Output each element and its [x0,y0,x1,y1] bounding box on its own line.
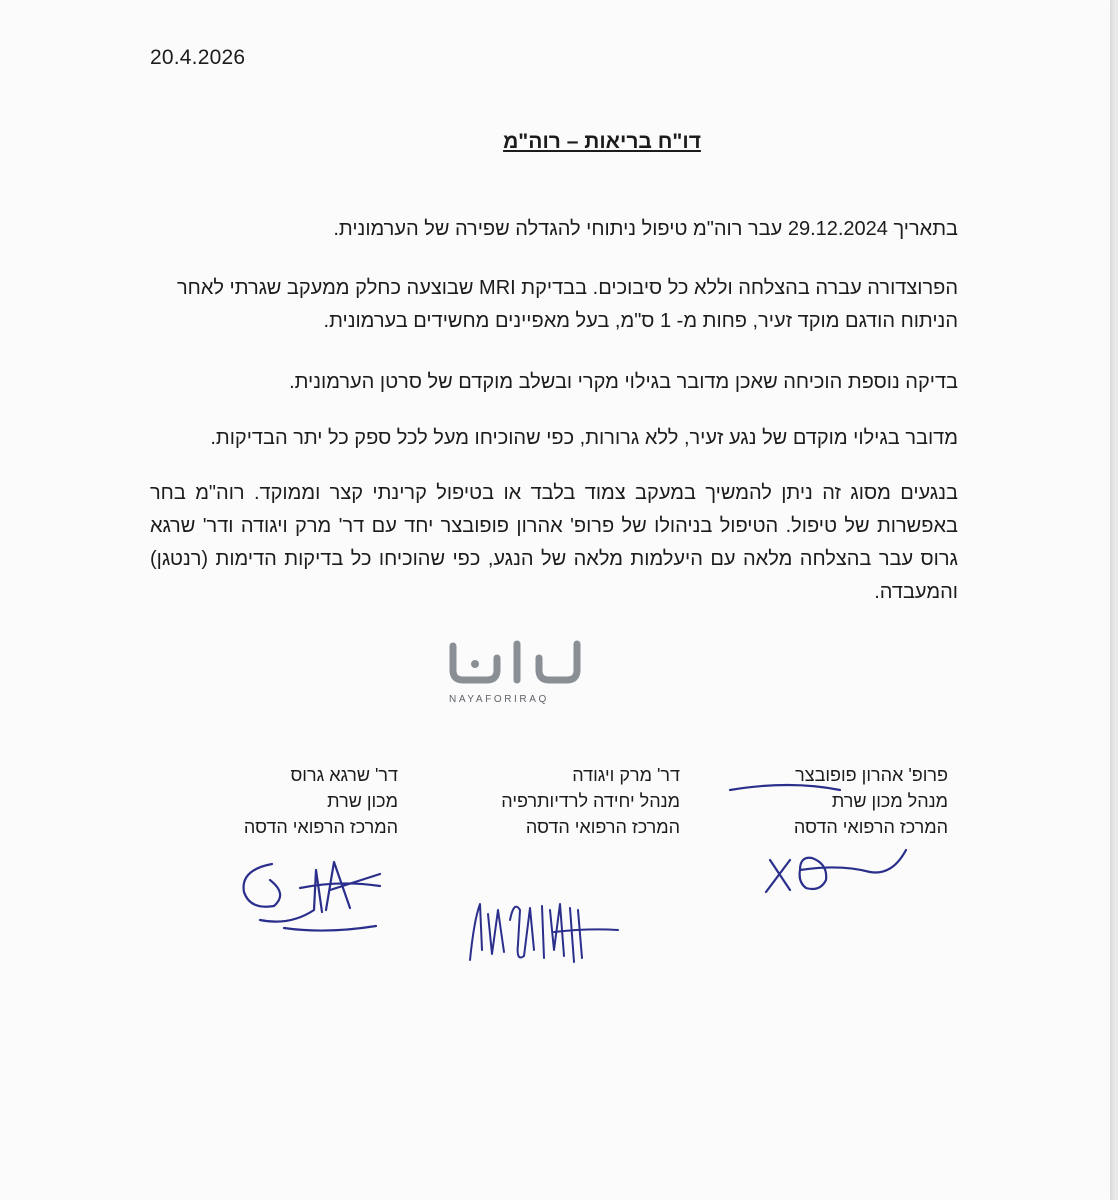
watermark-brand-text: NAYAFORIRAQ [449,694,549,705]
signatory-institution: המרכז הרפואי הדסה [243,817,398,837]
paragraph-early-detection: מדובר בגילוי מוקדם של נגע זעיר, ללא גרורות, כפי שהוכיחו מעל לכל ספק כל יתר הבדיקות. [210,427,958,449]
watermark-logo-mark [447,636,607,716]
signatory-name: פרופ' אהרון פופובצר [795,765,948,785]
letter-date: 20.4.2026 [150,46,246,69]
paragraph-surgery: בתאריך 29.12.2024 עבר רוה"מ טיפול ניתוחי להגדלה שפירה של הערמונית. [333,218,958,240]
signatory-institution: המרכז הרפואי הדסה [525,817,680,837]
paragraph-treatment: בנגעים מסוג זה ניתן להמשיך במעקב צמוד בלבד או בטיפול קרינתי קצר וממוקד. רוה"מ בחר באפשרות של טיפול. הטיפול בניהולו של פרופ' אהרון פופובצר יחד עם דר' מרק ויגודה ודר' שרגא גרוס עבר בהצלחה מלאה עם היעלמות מלאה של הנגע, כפי שהוכיחו כל בדיקות הדימות (רנטגן) והמעבדה. [150,482,958,603]
signature-wygoda [458,880,638,980]
paragraph-diagnosis: בדיקה נוספת הוכיחה שאכן מדובר בגילוי מקרי ובשלב מוקדם של סרטן הערמונית. [289,371,958,393]
signatory-gross [228,762,398,840]
paragraph-mri: הפרוצדורה עברה בהצלחה וללא כל סיבוכים. בבדיקת MRI שבוצעה כחלק ממעקב שגרתי לאחר הניתוח הודגם מוקד זעיר, פחות מ- 1 ס"מ, בעל מאפיינים מחשידים בערמונית. [176,277,958,332]
signatory-title: מנהל יחידה לרדיותרפיה [501,791,680,811]
signatory-wygoda [456,762,680,840]
watermark-logo [447,636,607,716]
signatory-name: דר' מרק ויגודה [572,765,680,785]
signatory-title: מכון שרת [327,791,398,811]
signature-gross [230,850,400,940]
signatory-name: דר' שרגא גרוס [290,765,398,785]
signatory-title: מנהל מכון שרת [831,791,948,811]
signature-popovtzer [720,760,920,900]
report-title: דו"ח בריאות – רוה"מ [503,130,701,153]
signatory-institution: המרכז הרפואי הדסה [793,817,948,837]
